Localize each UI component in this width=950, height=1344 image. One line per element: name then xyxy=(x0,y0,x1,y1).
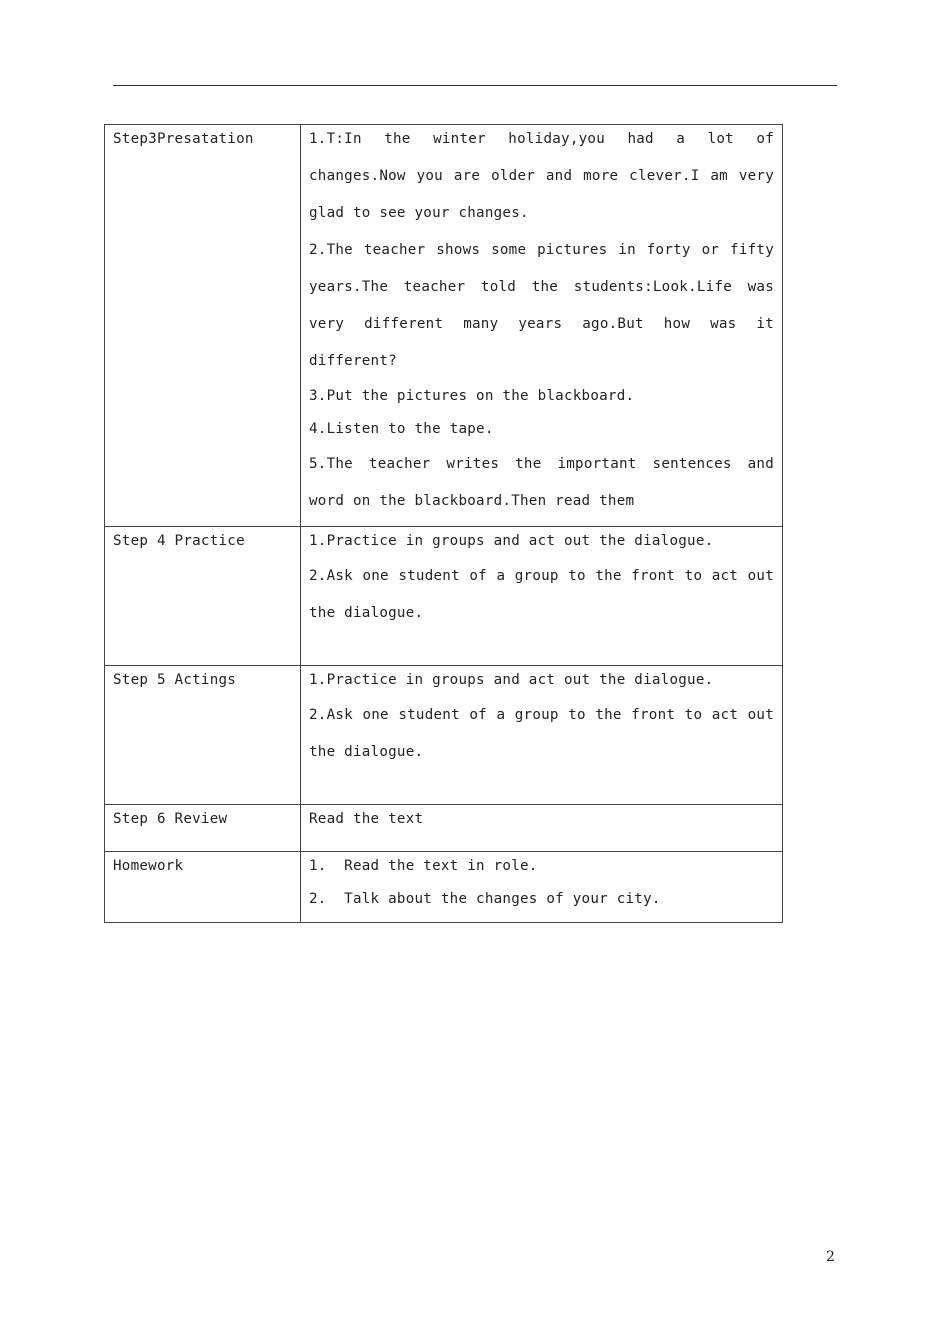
content-item: 2.The teacher shows some pictures in forty or fifty years.The teacher told the students:Look.Life was very different many years ago.But how was it different? xyxy=(309,242,774,369)
content-item: 2.Ask one student of a group to the front to act out the dialogue. xyxy=(309,568,774,621)
content-cell xyxy=(301,527,783,666)
step-label: Step 4 Practice xyxy=(113,533,245,549)
content-cell xyxy=(301,666,783,805)
content-item: 4.Listen to the tape. xyxy=(309,421,494,437)
step-cell xyxy=(105,666,301,805)
step-label: Step 6 Review xyxy=(113,811,228,827)
content-cell xyxy=(301,805,783,852)
step-cell xyxy=(105,527,301,666)
content-item: 1. Read the text in role. xyxy=(309,858,538,874)
content-item: 2. Talk about the changes of your city. xyxy=(309,891,661,907)
content-item: 5.The teacher writes the important sentences and word on the blackboard.Then read them xyxy=(309,456,774,509)
page-number: 2 xyxy=(826,1249,835,1265)
content-item: 1.Practice in groups and act out the dialogue. xyxy=(309,533,714,549)
table-row xyxy=(105,527,783,666)
content-cell xyxy=(301,852,783,923)
content-item: 3.Put the pictures on the blackboard. xyxy=(309,388,635,404)
table-row xyxy=(105,666,783,805)
content-item: Read the text xyxy=(309,811,424,827)
content-item: 1.Practice in groups and act out the dialogue. xyxy=(309,672,714,688)
table-row xyxy=(105,852,783,923)
content-item: 1.T:In the winter holiday,you had a lot of changes.Now you are older and more clever.I am very glad to see your changes. xyxy=(309,131,774,221)
table-row xyxy=(105,805,783,852)
content-cell xyxy=(301,125,783,527)
step-cell xyxy=(105,125,301,527)
header-rule xyxy=(113,85,837,86)
content-item: 2.Ask one student of a group to the front to act out the dialogue. xyxy=(309,707,774,760)
step-cell xyxy=(105,805,301,852)
table-row xyxy=(105,125,783,527)
step-label: Step3Presatation xyxy=(113,131,254,147)
step-cell xyxy=(105,852,301,923)
step-label: Step 5 Actings xyxy=(113,672,237,688)
lesson-plan-table xyxy=(104,124,783,923)
step-label: Homework xyxy=(113,858,184,874)
